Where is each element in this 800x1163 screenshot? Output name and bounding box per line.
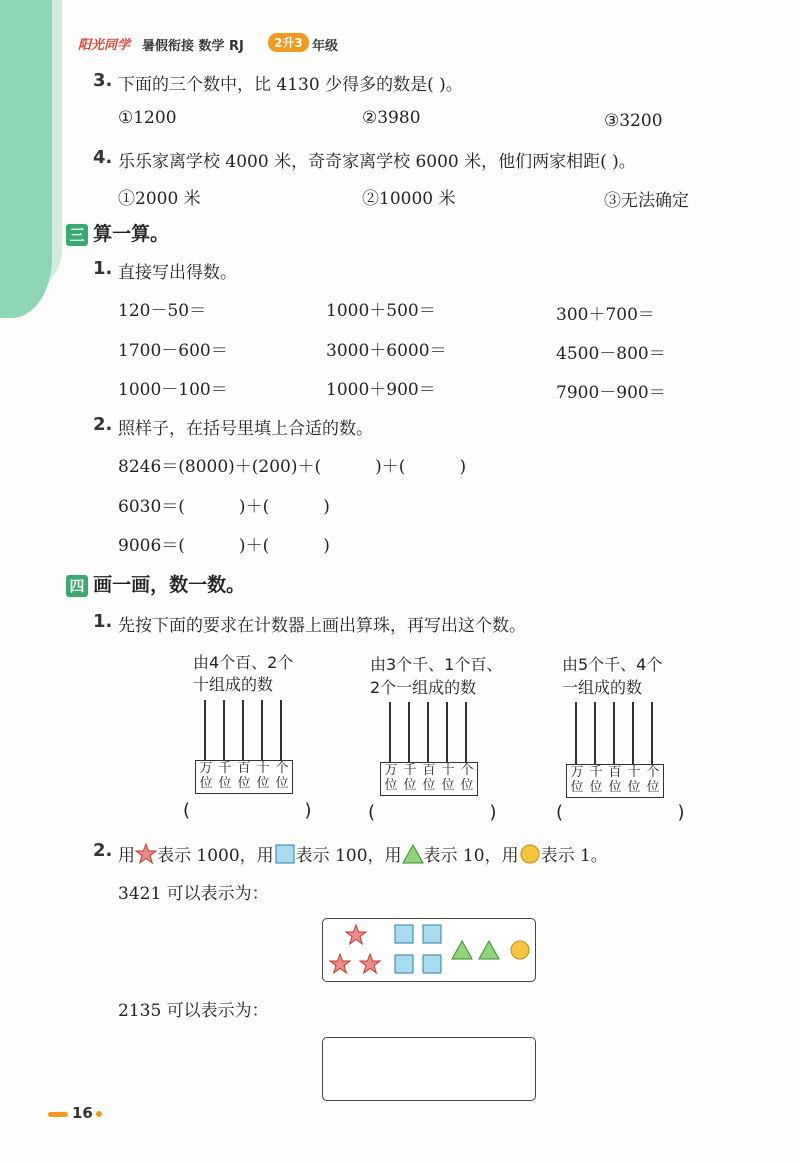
q4-option-1[interactable]: ①2000 米 [118,189,201,209]
square-icon [395,955,413,973]
abacus3-line1: 由5个千、4个 [562,655,663,674]
abacus-rod[interactable] [446,702,448,762]
header-subtitle: 暑假衔接 数学 RJ [142,39,244,54]
section3-title: 算一算。 [93,223,170,245]
abacus-rod[interactable] [408,702,410,762]
s4-q2-number: 2. [93,840,113,861]
star-icon [135,843,157,865]
abacus-rod[interactable] [223,700,225,760]
abacus-rod[interactable] [261,700,263,760]
abacus-rod[interactable] [651,702,653,764]
abacus-rod[interactable] [389,702,391,762]
square-icon [423,955,441,973]
s3-q1-text: 直接写出得数。 [118,263,237,283]
square-icon [423,925,441,943]
abacus-rod[interactable] [632,702,634,764]
q4-text: 乐乐家离学校 4000 米，奇奇家离学校 6000 米，他们两家相距( )。 [118,152,636,172]
abacus-rod[interactable] [204,700,206,760]
triangle-icon [452,941,472,959]
star-icon [360,954,380,973]
s3-q2-text: 照样子，在括号里填上合适的数。 [118,419,373,439]
s4-q1-text: 先按下面的要求在计数器上画出算珠，再写出这个数。 [118,616,526,636]
section4-title: 画一画，数一数。 [93,574,246,596]
abacus2-line2: 2个一组成的数 [370,678,477,697]
abacus-1[interactable] [193,700,293,796]
abacus-rod[interactable] [465,702,467,762]
s4-q2-legend: 用 表示 1000，用 表示 100，用 表示 10，用 表示 1。 [118,841,608,866]
fill-line[interactable]: 6030＝( )＋( ) [118,497,330,517]
abacus-rod[interactable] [427,702,429,762]
q4-number: 4. [93,147,113,168]
example-box [322,918,536,982]
q3-option-2[interactable]: ②3980 [362,108,421,128]
page-number-dot [96,1111,102,1117]
calc-item: 300＋700＝ [556,305,655,325]
triangle-icon [479,941,499,959]
abacus1-line2: 十组成的数 [193,675,274,694]
calc-item: 1000＋900＝ [326,380,436,400]
answer-box[interactable] [322,1037,536,1101]
s3-q1-number: 1. [93,258,113,279]
q4-option-3[interactable]: ③无法确定 [604,191,689,211]
abacus-base: 万 千 百 十 个 位 位 位 位 位 [195,760,293,794]
calc-item: 1000＋500＝ [326,301,436,321]
page-number: 16 [72,1104,93,1122]
s3-q2-number: 2. [93,414,113,435]
q3-option-1[interactable]: ①1200 [118,108,177,128]
circle-icon [511,941,529,959]
abacus-rod[interactable] [242,700,244,760]
page-number-dash [48,1112,68,1117]
section4-heading [66,570,245,597]
abacus1-line1: 由4个百、2个 [193,653,294,672]
abacus1-answer[interactable]: ( ) [183,800,312,821]
grade-suffix: 年级 [312,39,339,54]
square-icon [274,843,296,865]
example-label: 3421 可以表示为： [118,884,269,904]
grade-badge: 2升3 [268,33,309,52]
abacus2-answer[interactable]: ( ) [368,802,497,823]
abacus3-line2: 一组成的数 [562,678,643,697]
s4-q1-number: 1. [93,611,113,632]
calc-item: 3000＋6000＝ [326,341,447,361]
fill-line[interactable]: 9006＝( )＋( ) [118,536,330,556]
calc-item: 7900－900＝ [556,383,666,403]
star-icon [346,925,366,944]
abacus-base: 万 千 百 十 个 位 位 位 位 位 [380,762,478,796]
star-icon [330,954,350,973]
calc-item: 1000－100＝ [118,380,228,400]
brand-logo: 阳光同学 [78,38,131,53]
q3-text: 下面的三个数中，比 4130 少得多的数是( )。 [118,75,463,95]
triangle-icon [402,843,424,865]
abacus-rod[interactable] [594,702,596,764]
abacus-rod[interactable] [575,702,577,764]
calc-item: 1700－600＝ [118,341,228,361]
q3-option-3[interactable]: ③3200 [604,111,663,131]
section4-badge: 四 [66,575,88,597]
calc-item: 4500－800＝ [556,344,666,364]
fill-line[interactable]: 8246＝(8000)＋(200)＋( )＋( ) [118,457,467,477]
abacus-rod[interactable] [280,700,282,760]
square-icon [395,925,413,943]
section3-badge: 三 [66,224,88,246]
section3-heading [66,219,169,246]
q3-number: 3. [93,70,113,91]
q4-option-2[interactable]: ②10000 米 [362,189,456,209]
example-shapes [323,919,535,981]
abacus-rod[interactable] [613,702,615,764]
abacus-2[interactable] [378,702,478,798]
abacus3-answer[interactable]: ( ) [556,802,685,823]
side-decoration-bar [0,0,52,318]
abacus-3[interactable] [564,702,664,798]
task-label: 2135 可以表示为： [118,1001,269,1021]
abacus-base: 万 千 百 十 个 位 位 位 位 位 [566,764,664,798]
calc-item: 120－50＝ [118,301,207,321]
circle-icon [519,843,541,865]
abacus2-line1: 由3个千、1个百、 [370,655,503,674]
